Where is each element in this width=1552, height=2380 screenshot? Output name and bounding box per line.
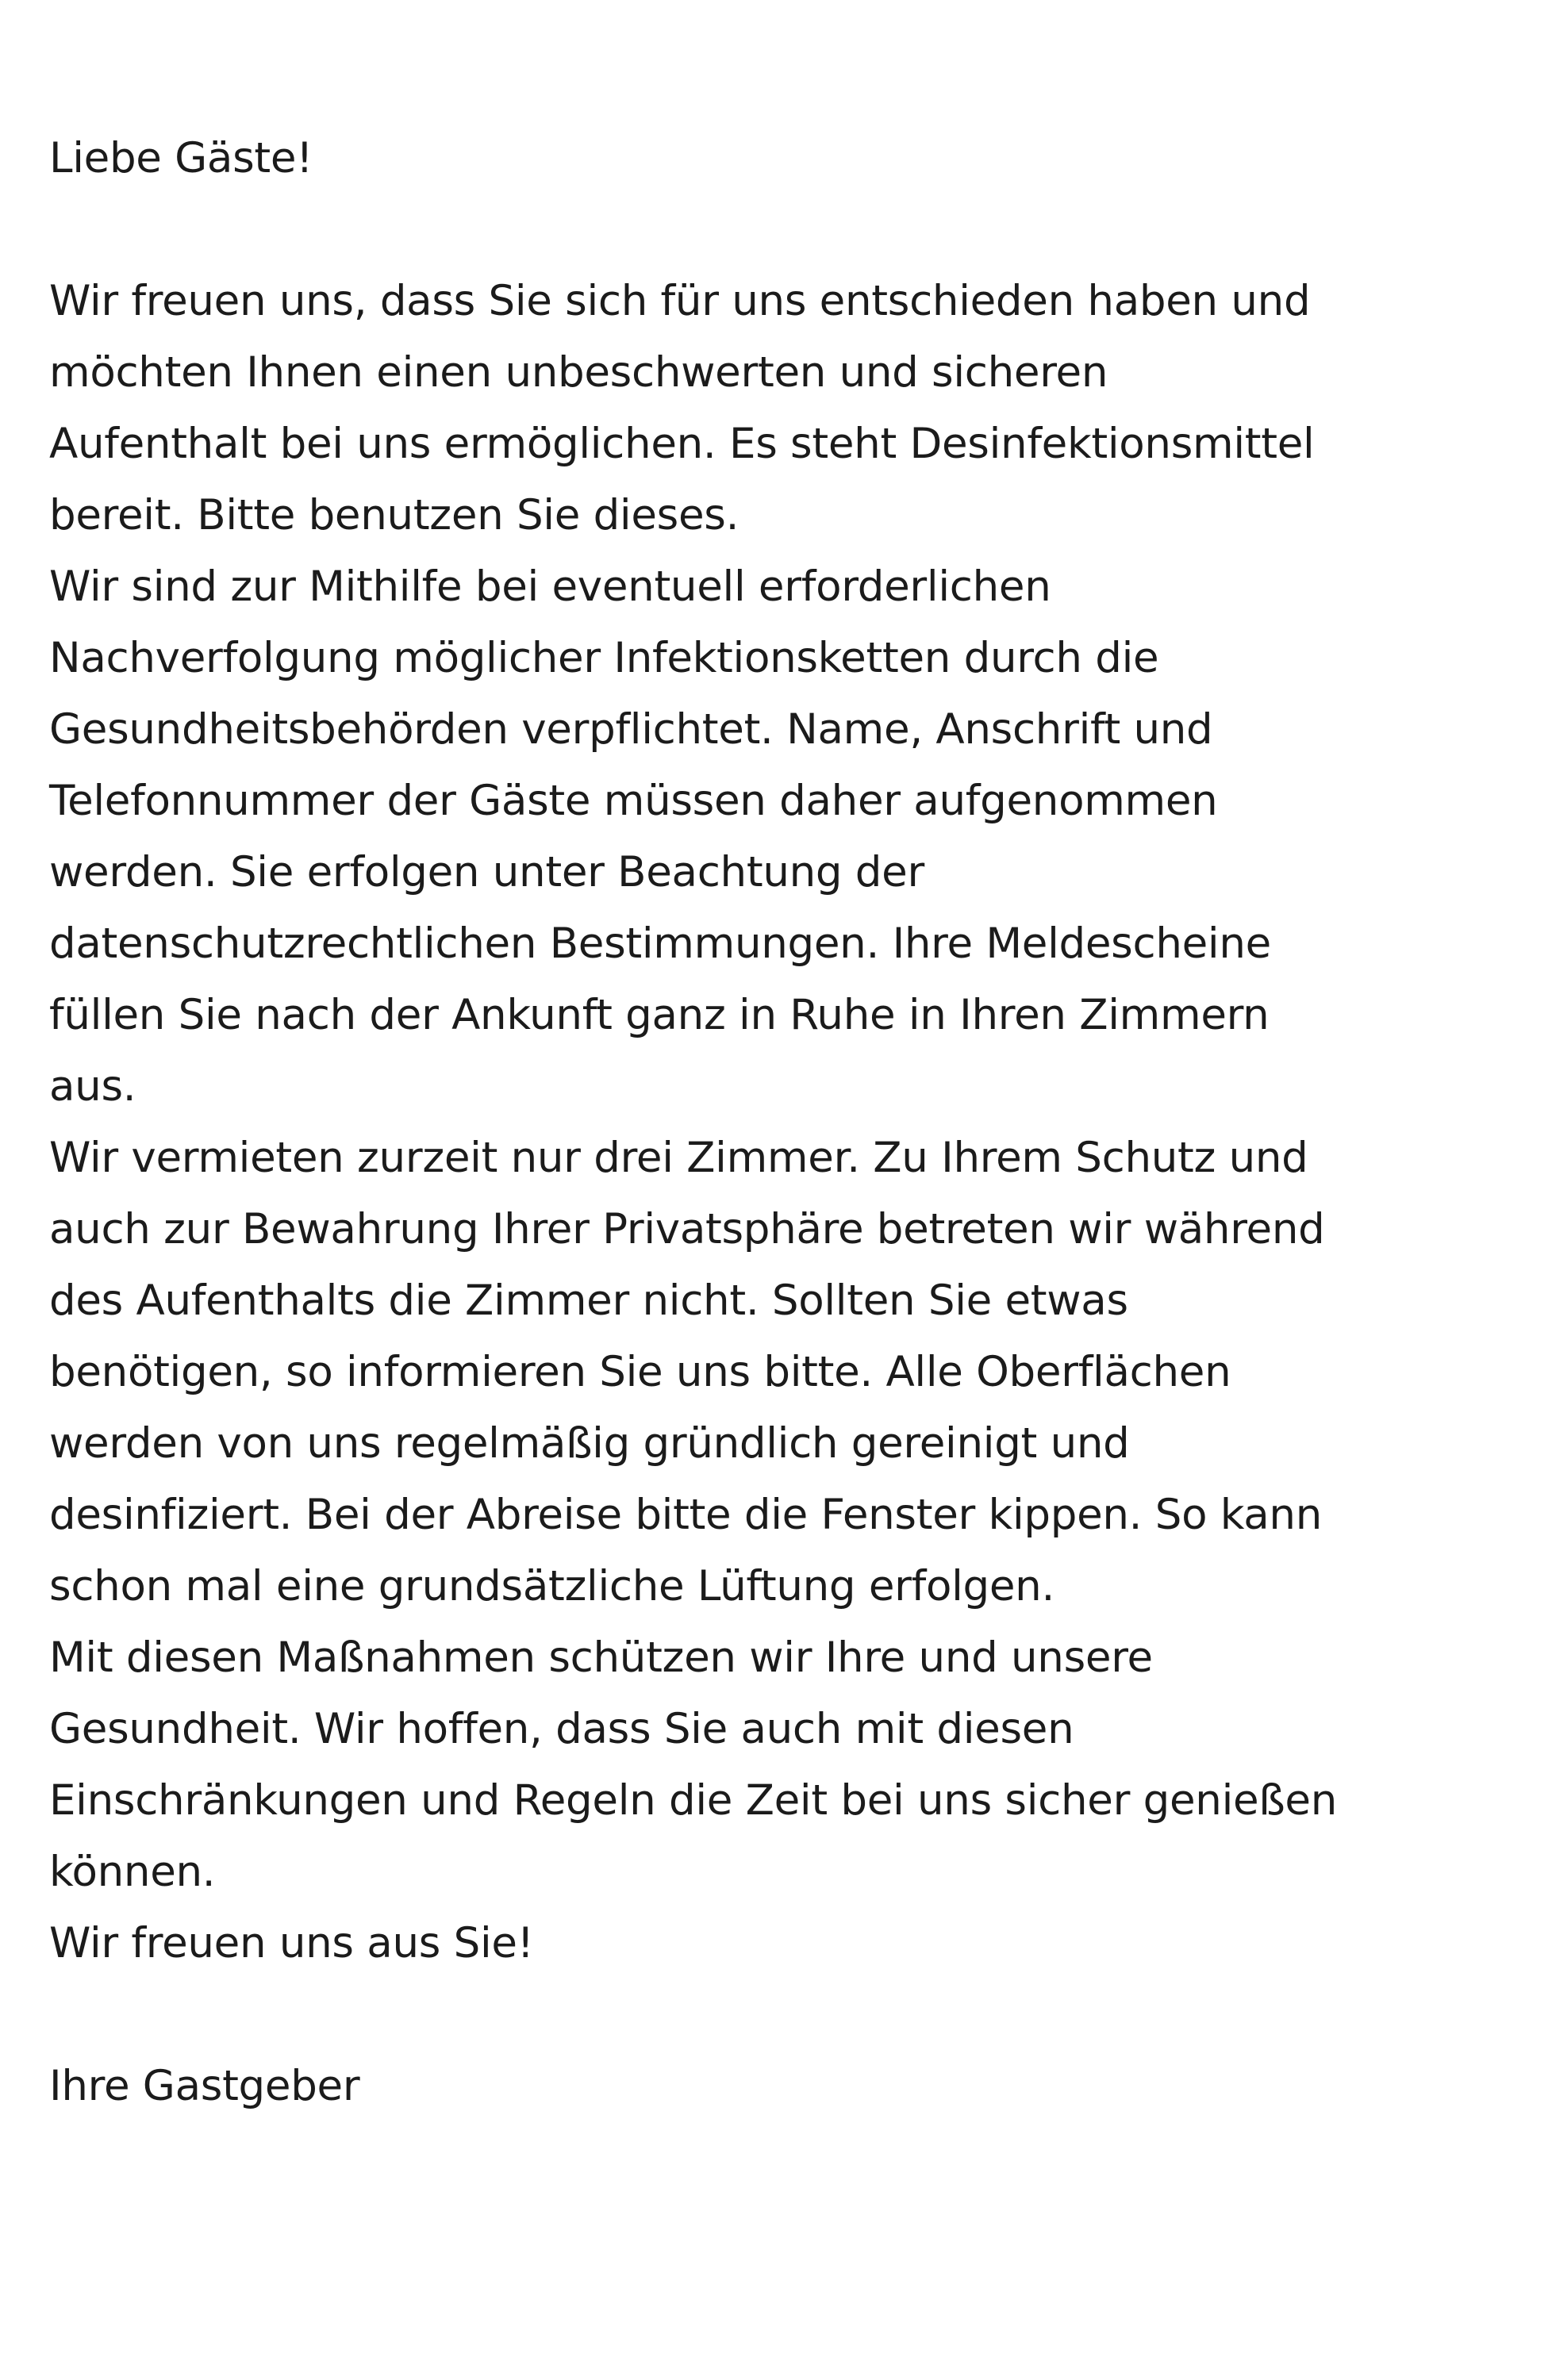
- letter-line: werden von uns regelmäßig gründlich gereinigt und: [49, 1419, 1130, 1468]
- letter-line: Nachverfolgung möglicher Infektionsketten durch die: [49, 634, 1159, 682]
- letter-line: des Aufenthalts die Zimmer nicht. Sollten Sie etwas: [49, 1276, 1128, 1325]
- letter-line: benötigen, so informieren Sie uns bitte. Alle Oberflächen: [49, 1348, 1231, 1396]
- letter-line: Wir sind zur Mithilfe bei eventuell erforderlichen: [49, 562, 1051, 611]
- letter-line: füllen Sie nach der Ankunft ganz in Ruhe in Ihren Zimmern: [49, 991, 1270, 1039]
- letter-line: können.: [49, 1848, 216, 1896]
- greeting: Liebe Gäste!: [49, 134, 313, 182]
- letter-line: Aufenthalt bei uns ermöglichen. Es steht Desinfektionsmittel: [49, 420, 1315, 468]
- letter-line: Wir vermieten zurzeit nur drei Zimmer. Zu Ihrem Schutz und: [49, 1134, 1308, 1182]
- paragraph-gap: [49, 1979, 1525, 2051]
- paragraph-gap: [49, 194, 1525, 266]
- letter-body: [49, 123, 1525, 2122]
- letter-line: Wir freuen uns aus Sie!: [49, 1919, 534, 1967]
- letter-line: möchten Ihnen einen unbeschwerten und sicheren: [49, 348, 1108, 397]
- letter-line: desinfiziert. Bei der Abreise bitte die Fenster kippen. So kann: [49, 1491, 1322, 1539]
- letter-line: aus.: [49, 1062, 136, 1111]
- letter-line: schon mal eine grundsätzliche Lüftung erfolgen.: [49, 1562, 1055, 1610]
- letter-line: werden. Sie erfolgen unter Beachtung der: [49, 848, 924, 896]
- letter-line: auch zur Bewahrung Ihrer Privatsphäre betreten wir während: [49, 1205, 1325, 1253]
- letter-line: Telefonnummer der Gäste müssen daher aufgenommen: [49, 777, 1218, 825]
- letter-line: Wir freuen uns, dass Sie sich für uns entschieden haben und: [49, 277, 1311, 325]
- letter-line: datenschutzrechtlichen Bestimmungen. Ihre Meldescheine: [49, 919, 1271, 968]
- letter-line: Mit diesen Maßnahmen schützen wir Ihre und unsere: [49, 1633, 1153, 1682]
- letter-line: Gesundheit. Wir hoffen, dass Sie auch mit diesen: [49, 1705, 1074, 1753]
- signature: Ihre Gastgeber: [49, 2062, 360, 2110]
- letter-line: bereit. Bitte benutzen Sie dieses.: [49, 491, 740, 539]
- letter-line: Gesundheitsbehörden verpflichtet. Name, Anschrift und: [49, 705, 1213, 754]
- letter-line: Einschränkungen und Regeln die Zeit bei uns sicher genießen: [49, 1776, 1337, 1825]
